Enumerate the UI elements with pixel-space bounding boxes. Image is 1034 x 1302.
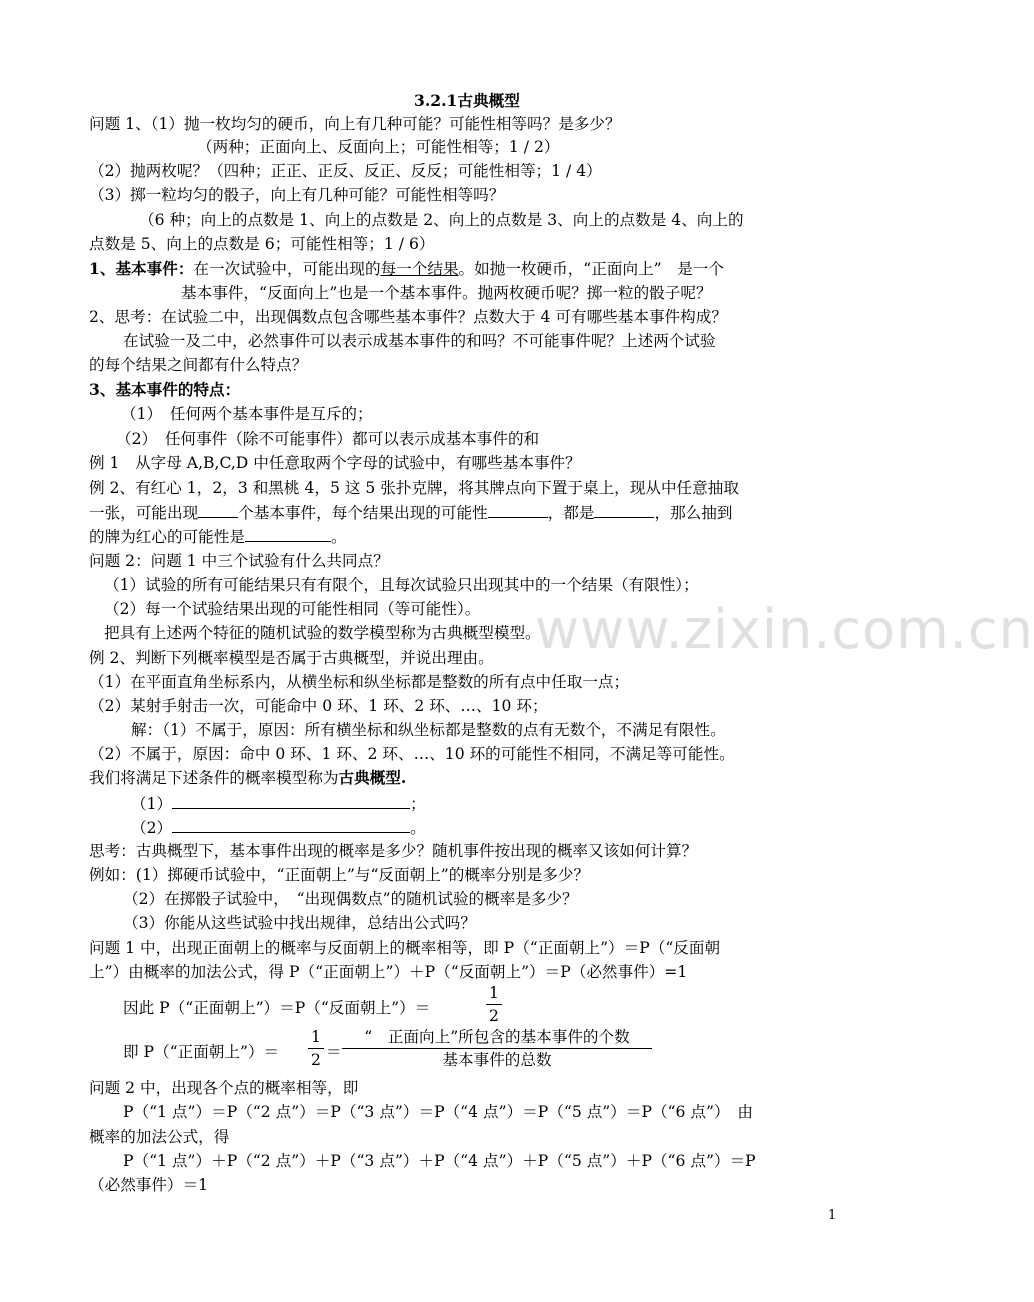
problem-2-sum: P（“1 点”）＋P（“2 点”）＋P（“3 点”）＋P（“4 点”）＋P（“5 点”）＋P（“6 点”）＝P — [123, 1152, 756, 1170]
answer-blank — [198, 501, 238, 518]
example-2b: 例 2、判断下列概率模型是否属于古典概型，并说出理由。 — [89, 649, 494, 667]
classical-model-definition: 我们将满足下述条件的概率模型称为古典概型. — [89, 768, 407, 787]
think-section-line-3: 的每个结果之间都有什么特点？ — [89, 356, 308, 374]
question-1-part-3-answer: （6 种；向上的点数是 1、向上的点数是 2、向上的点数是 3、向上的点数是 4、向上的 — [139, 211, 744, 229]
example-1: 例 1 从字母 A,B,C,D 中任意取两个字母的试验中，有哪些基本事件？ — [89, 454, 581, 472]
probability-formula-fraction: “ 正面向上”所包含的基本事件的个数 基本事件的总数 — [342, 1027, 652, 1070]
feature-2: （2） 任何事件（除不可能事件）都可以表示成基本事件的和 — [116, 430, 540, 448]
solution-2: （2）不属于，原因：命中 0 环、1 环、2 环、…、10 环的可能性不相同，不满足等可能性。 — [89, 745, 735, 763]
question-2-conclusion: 把具有上述两个特征的随机试验的数学模型称为古典概型模型。 — [104, 624, 541, 642]
question-1-part-2: （2）抛两枚呢？（四种；正正、正反、反正、反反；可能性相等；1 / 4） — [89, 162, 602, 180]
feature-1: （1） 任何两个基本事件是互斥的； — [121, 405, 373, 423]
example-2: 例 2、有红心 1，2，3 和黑桃 4，5 这 5 张扑克牌，将其牌点向下置于桌上，现从中任意抽取 — [89, 479, 739, 497]
example-question-2: （2）在掷骰子试验中， “出现偶数点”的随机试验的概率是多少？ — [123, 890, 578, 908]
question-1: 问题 1、（1）抛一枚均匀的硬币，向上有几种可能？可能性相等吗？是多少？ — [89, 115, 621, 133]
problem-1-analysis: 问题 1 中，出现正面朝上的概率与反面朝上的概率相等，即 P（“正面朝上”）＝P（“反面朝 — [89, 939, 721, 957]
example-2-line-2: 一张，可能出现 个基本事件，每个结果出现的可能性 ，都是 ，那么抽到 — [89, 501, 732, 524]
classical-model-term: 古典概型. — [338, 768, 407, 787]
definition-text-cont: 。如抛一枚硬币，“正面向上” 是一个 — [458, 260, 724, 278]
example-2-line-3: 的牌为红心的可能性是 。 — [89, 525, 347, 548]
definition-text: 在一次试验中，可能出现的 — [193, 260, 381, 278]
page-number: 1 — [828, 1208, 837, 1223]
answer-blank — [594, 501, 654, 518]
section-1-heading: 1、基本事件： — [89, 259, 194, 278]
problem-2-equal-probabilities: P（“1 点”）＝P（“2 点”）＝P（“3 点”）＝P（“4 点”）＝P（“5 点”）＝P（“6 点”） 由 — [123, 1103, 753, 1121]
formula-1-text: 因此 P（“正面朝上”）＝P（“反面朝上”）＝ — [123, 999, 431, 1017]
basic-event-definition — [89, 258, 724, 280]
problem-2-addition-rule: 概率的加法公式，得 — [89, 1128, 230, 1146]
condition-2: （2） 。 — [131, 816, 426, 839]
question-1-part-3-answer-cont: 点数是 5、向上的点数是 6；可能性相等；1 / 6） — [89, 235, 435, 253]
problem-2-sum-result: （必然事件）＝1 — [89, 1176, 209, 1194]
formula-2-text: 即 P（“正面朝上”）＝ — [123, 1043, 280, 1061]
question-2-point-1: （1）试验的所有可能结果只有有限个，且每次试验只出现其中的一个结果（有限性）； — [104, 576, 699, 594]
example-2b-item-2: （2）某射手射击一次，可能命中 0 环、1 环、2 环、…、10 环； — [89, 697, 548, 715]
equals-sign: ＝ — [326, 1043, 342, 1061]
condition-blank — [172, 816, 410, 833]
problem-2-analysis: 问题 2 中，出现各个点的概率相等，即 — [89, 1079, 359, 1097]
basic-event-definition-cont: 基本事件，“反面向上”也是一个基本事件。抛两枚硬币呢？掷一粒的骰子呢？ — [181, 284, 712, 302]
question-1-part-3: （3）掷一粒均匀的骰子，向上有几种可能？可能性相等吗？ — [89, 186, 505, 204]
fraction-one-half: 1 2 — [486, 983, 502, 1026]
think-section: 2、思考：在试验二中，出现偶数点包含哪些基本事件？点数大于 4 可有哪些基本事件构成？ — [89, 308, 727, 326]
fraction-one-half: 1 2 — [308, 1027, 324, 1070]
think-section-line-2: 在试验一及二中，必然事件可以表示成基本事件的和吗？不可能事件呢？上述两个试验 — [123, 332, 716, 350]
answer-blank — [488, 501, 548, 518]
question-2-point-2: （2）每一个试验结果出现的可能性相同（等可能性）。 — [104, 600, 481, 618]
condition-1: （1） ； — [131, 792, 426, 815]
definition-underlined: 每一个结果 — [380, 260, 459, 278]
watermark: www.zixin.com.cn — [535, 598, 1034, 661]
think-question: 思考：古典概型下，基本事件出现的概率是多少？随机事件按出现的概率又该如何计算？ — [89, 842, 698, 860]
answer-blank — [245, 525, 331, 542]
example-2b-item-1: （1）在平面直角坐标系内，从横坐标和纵坐标都是整数的所有点中任取一点； — [89, 673, 630, 691]
section-3-heading: 3、基本事件的特点： — [89, 380, 241, 399]
example-questions: 例如：(1）掷硬币试验中，“正面朝上”与“反面朝上”的概率分别是多少？ — [89, 866, 590, 884]
example-question-3: （3）你能从这些试验中找出规律，总结出公式吗？ — [123, 914, 476, 932]
question-1-answer: （两种；正面向上、反面向上；可能性相等；1 / 2） — [197, 138, 560, 156]
condition-blank — [172, 792, 410, 809]
page-title: 3.2.1古典概型 — [414, 91, 520, 110]
problem-1-analysis-cont: 上”）由概率的加法公式，得 P（“正面朝上”）＋P（“反面朝上”）＝P（必然事件）=1 — [89, 963, 688, 981]
question-2: 问题 2：问题 1 中三个试验有什么共同点？ — [89, 552, 389, 570]
solution-1: 解：（1）不属于，原因：所有横坐标和纵坐标都是整数的点有无数个，不满足有限性。 — [131, 721, 726, 739]
